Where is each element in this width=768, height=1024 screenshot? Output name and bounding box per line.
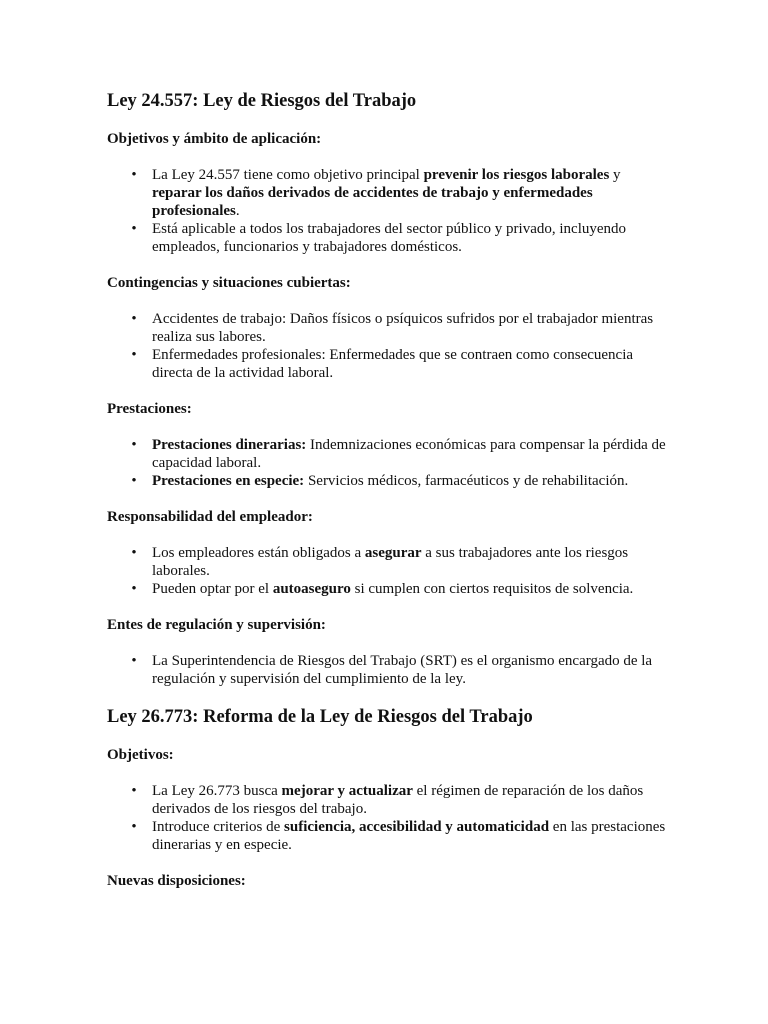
list-item [131, 310, 668, 346]
bold-text: Prestaciones en especie: [152, 473, 305, 489]
list-item [131, 346, 668, 382]
subsection-title: Prestaciones: [107, 401, 192, 417]
bullet-icon: • [131, 221, 137, 237]
bold-text: suficiencia, accesibilidad y automaticidad [284, 819, 550, 835]
text-run: Introduce criterios de [152, 819, 285, 835]
list-item [131, 652, 668, 688]
text-run: si cumplen con ciertos requisitos de solvencia. [350, 581, 634, 597]
list-item [131, 220, 668, 256]
text-run: . [235, 203, 240, 219]
bullet-icon: • [131, 581, 137, 597]
bullet-icon: • [131, 819, 137, 835]
subsection-title: Contingencias y situaciones cubiertas: [107, 275, 351, 291]
text-run: Pueden optar por el [152, 581, 273, 597]
bullet-list [107, 310, 668, 382]
bullet-list [107, 166, 668, 256]
text-run: Indemnizaciones económicas para compensar la pérdida de capacidad laboral. [152, 437, 666, 471]
list-item [131, 818, 668, 854]
bullet-icon: • [131, 167, 137, 183]
bullet-icon: • [131, 437, 137, 453]
bold-text: reparar los daños derivados de accidentes de trabajo y enfermedades profesionales [152, 185, 593, 219]
text-run: Está aplicable a todos los trabajadores del sector público y privado, incluyendo empleados, funcionarios y trabajadores domésticos. [152, 221, 627, 255]
text-run: La Ley 24.557 tiene como objetivo principal [152, 167, 424, 183]
bullet-icon: • [131, 473, 137, 489]
text-run: Accidentes de trabajo: Daños físicos o psíquicos sufridos por el trabajador mientras realiza sus labores. [152, 311, 654, 345]
section-heading: Ley 26.773: Reforma de la Ley de Riesgos del Trabajo [107, 707, 533, 727]
bullet-icon: • [131, 311, 137, 327]
text-run: La Superintendencia de Riesgos del Trabajo (SRT) es el organismo encargado de la regulación y supervisión del cumplimiento de la ley. [152, 653, 653, 687]
bold-text: autoaseguro [272, 581, 351, 597]
text-run: el régimen de reparación de los daños derivados de los riesgos del trabajo. [152, 783, 644, 817]
subsection-title: Entes de regulación y supervisión: [107, 617, 326, 633]
subsection-title: Objetivos: [107, 747, 174, 763]
bullet-icon: • [131, 545, 137, 561]
list-item [131, 472, 668, 490]
bold-text: mejorar y actualizar [281, 783, 413, 799]
bullet-list [107, 544, 668, 598]
subsection-title: Responsabilidad del empleador: [107, 509, 313, 525]
bold-text: Prestaciones dinerarias: [152, 437, 307, 453]
subsection-title: Nuevas disposiciones: [107, 873, 246, 889]
text-run: en las prestaciones dinerarias y en especie. [152, 819, 666, 853]
bullet-list [107, 436, 668, 490]
bullet-list [107, 652, 668, 688]
bold-text: asegurar [364, 545, 422, 561]
list-item [131, 166, 668, 220]
bullet-icon: • [131, 347, 137, 363]
text-run: Los empleadores están obligados a [152, 545, 365, 561]
text-run: y [609, 167, 621, 183]
bullet-icon: • [131, 653, 137, 669]
text-run: a sus trabajadores ante los riesgos laborales. [152, 545, 629, 579]
list-item [131, 436, 668, 472]
text-run: Servicios médicos, farmacéuticos y de rehabilitación. [304, 473, 629, 489]
list-item [131, 580, 668, 598]
text-run: La Ley 26.773 busca [152, 783, 282, 799]
bullet-list [107, 782, 668, 854]
bullet-icon: • [131, 783, 137, 799]
section-heading: Ley 24.557: Ley de Riesgos del Trabajo [107, 91, 417, 111]
bold-text: prevenir los riesgos laborales [423, 167, 610, 183]
subsection-title: Objetivos y ámbito de aplicación: [107, 131, 322, 147]
list-item [131, 782, 668, 818]
text-run: Enfermedades profesionales: Enfermedades que se contraen como consecuencia directa de la actividad laboral. [152, 347, 634, 381]
list-item [131, 544, 668, 580]
